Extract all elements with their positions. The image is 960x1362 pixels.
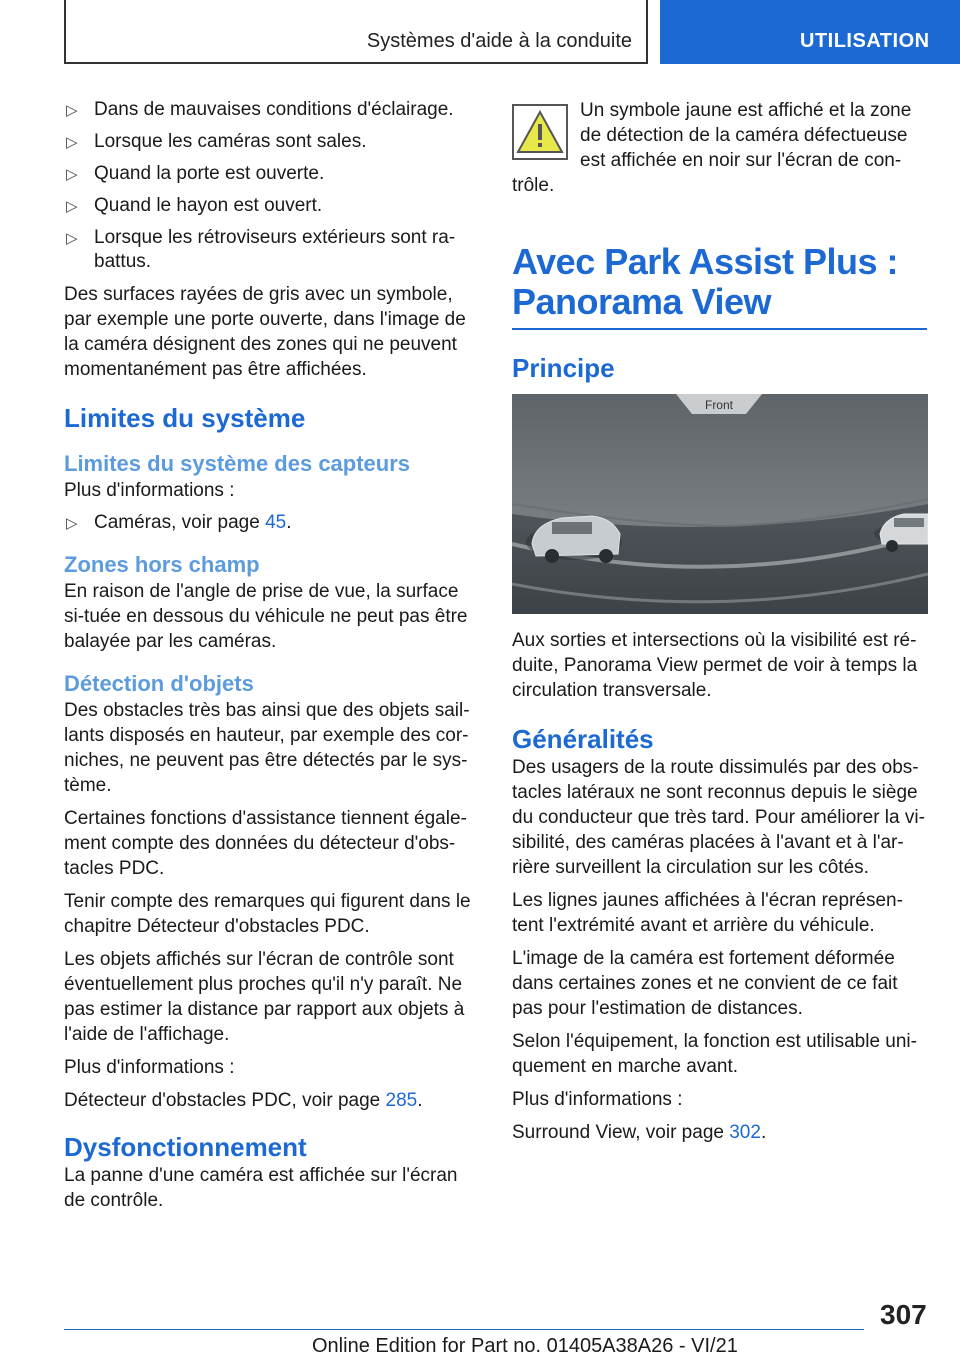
warning-triangle-icon	[512, 104, 568, 160]
header-section-title: Systèmes d'aide à la conduite	[366, 30, 632, 52]
right-column	[512, 98, 927, 1153]
list-item: ▷ Quand le hayon est ouvert.	[64, 194, 479, 218]
more-info-label-2: Plus d'informations :	[64, 1057, 235, 1078]
warning-note	[512, 98, 927, 198]
triangle-bullet-icon: ▷	[66, 198, 78, 215]
sensor-list	[64, 511, 479, 535]
page-link-45[interactable]: 45	[265, 512, 287, 533]
heading-general: Généralités	[512, 724, 654, 754]
principle-paragraph: Aux sorties et intersections où la visibilité est ré-duite, Panorama View permet de voir à temps la circulation transversale.	[512, 630, 918, 701]
triangle-bullet-icon: ▷	[66, 166, 78, 183]
detection-paragraph-4: Les objets affichés sur l'écran de contrôle sont éventuellement plus proches qu'il n'y paraît. Ne pas estimer la distance par rapport aux objets à l'aide de l'affichage.	[64, 949, 465, 1045]
header-section-box	[64, 0, 648, 64]
heading-principle: Principe	[512, 353, 615, 383]
malfunction-paragraph: La panne d'une caméra est affichée sur l'écran de contrôle.	[64, 1165, 458, 1211]
pdc-reference: Détecteur d'obstacles PDC, voir page 285.	[64, 1090, 423, 1111]
detection-paragraph-2: Certaines fonctions d'assistance tiennent égale-ment compte des données du détecteur d'obs-tacles PDC.	[64, 808, 467, 879]
footer-edition: Online Edition for Part no. 01405A38A26 - VI/21	[312, 1335, 738, 1357]
general-paragraph-4: Selon l'équipement, la fonction est utilisable uni-quement en marche avant.	[512, 1031, 917, 1077]
detection-paragraph-3: Tenir compte des remarques qui figurent dans le chapitre Détecteur d'obstacles PDC.	[64, 891, 471, 937]
warning-text: Un symbole jaune est affiché et la zone de détection de la caméra défectueuse est affichée en noir sur l'écran de con-trôle.	[512, 100, 912, 196]
footer-divider	[64, 1329, 864, 1330]
heading-panorama-view: Avec Park Assist Plus : Panorama View	[512, 242, 927, 330]
heading-sensor-limits: Limites du système des capteurs	[64, 451, 411, 476]
list-item: ▷ Lorsque les caméras sont sales.	[64, 130, 479, 154]
heading-malfunction: Dysfonctionnement	[64, 1132, 307, 1162]
gray-zones-paragraph: Des surfaces rayées de gris avec un symbole, par exemple une porte ouverte, dans l'image de la caméra désignent des zones qui ne peuvent momentanément pas être affichées.	[64, 284, 466, 380]
list-item: ▷ Dans de mauvaises conditions d'éclairage.	[64, 98, 479, 122]
more-info-label-right: Plus d'informations :	[512, 1089, 683, 1110]
header-chapter-tab	[660, 0, 960, 64]
general-paragraph-3: L'image de la caméra est fortement déformée dans certaines zones et ne convient de ce fait pas pour l'estimation de distances.	[512, 948, 898, 1019]
page-link-285[interactable]: 285	[385, 1090, 418, 1111]
condition-list	[64, 98, 479, 274]
list-item: ▷ Caméras, voir page 45.	[64, 511, 479, 535]
list-item: ▷ Quand la porte est ouverte.	[64, 162, 479, 186]
triangle-bullet-icon: ▷	[66, 134, 78, 151]
front-view-label: Front	[704, 398, 734, 412]
general-paragraph-1: Des usagers de la route dissimulés par des obs-tacles latéraux ne sont reconnus depuis le siège du conducteur que très tard. Pour améliorer la vi-sibilité, des caméras placées à l'avant et à l'ar-rière surveillent la circulation sur les côtés.	[512, 757, 925, 878]
detection-paragraph-1: Des obstacles très bas ainsi que des objets sail-lants disposés en hauteur, par exemple des cor-niches, ne peuvent pas être détectés par le sys-tème.	[64, 700, 470, 796]
general-paragraph-2: Les lignes jaunes affichées à l'écran représen-tent l'extrémité avant et arrière du véhicule.	[512, 890, 903, 936]
triangle-bullet-icon: ▷	[66, 102, 78, 119]
page-link-302[interactable]: 302	[729, 1122, 761, 1143]
front-camera-image	[512, 394, 928, 614]
page-number: 307	[880, 1299, 927, 1330]
triangle-bullet-icon: ▷	[66, 515, 78, 532]
blind-zones-paragraph: En raison de l'angle de prise de vue, la surface si-tuée en dessous du véhicule ne peut pas être balayée par les caméras.	[64, 581, 468, 652]
list-item: ▷ Lorsque les rétroviseurs extérieurs sont ra-battus.	[66, 227, 456, 272]
header-chapter-title: UTILISATION	[800, 30, 930, 52]
triangle-bullet-icon: ▷	[66, 230, 78, 247]
heading-system-limits: Limites du système	[64, 403, 306, 433]
heading-blind-zones: Zones hors champ	[64, 552, 260, 577]
surround-view-reference: Surround View, voir page 302.	[512, 1122, 767, 1143]
more-info-label: Plus d'informations :	[64, 480, 235, 501]
heading-object-detection: Détection d'objets	[64, 671, 254, 696]
left-column	[64, 98, 479, 1221]
